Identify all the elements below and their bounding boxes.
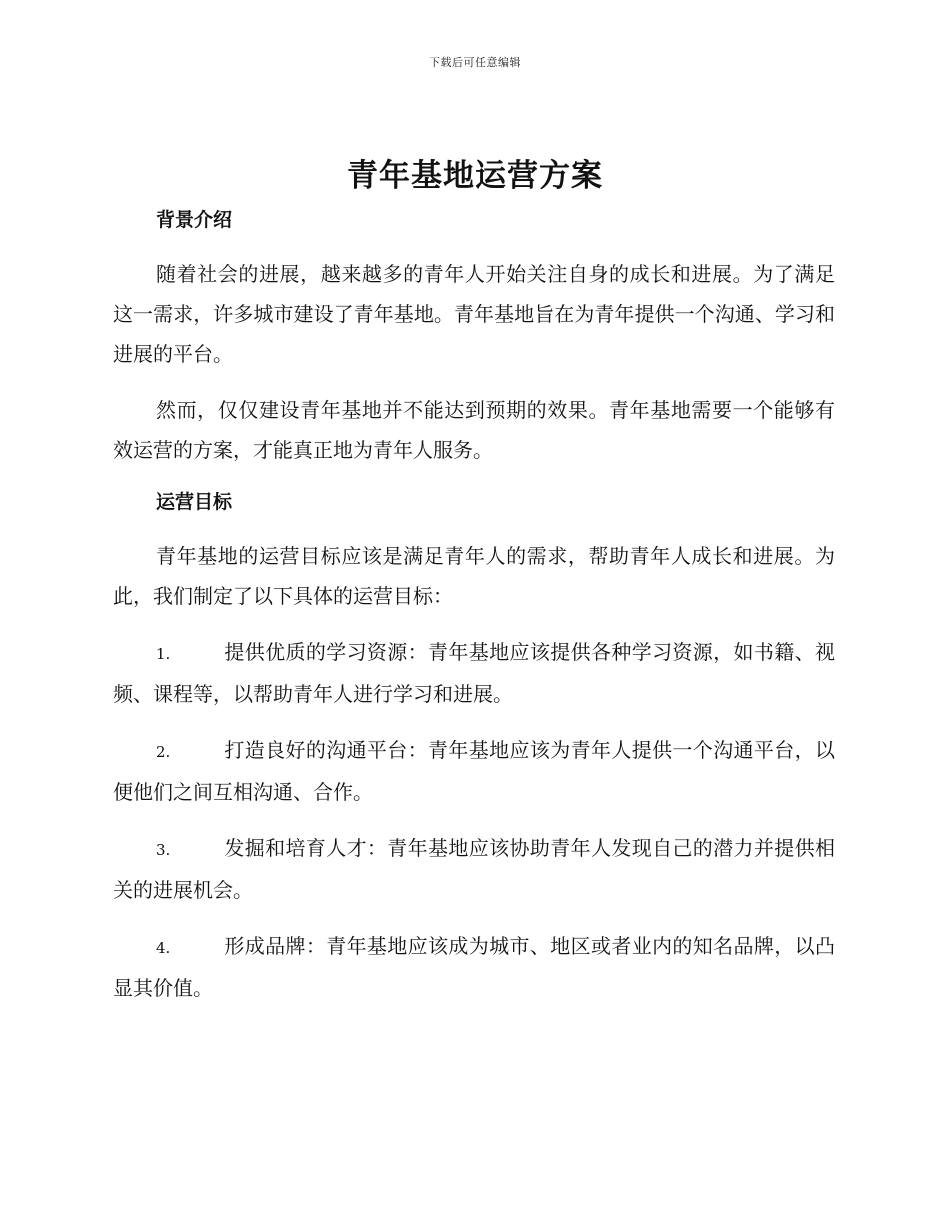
document-body (113, 204, 835, 1024)
list-item-text: 发掘和培育人才：青年基地应该协助青年人发现自己的潜力并提供相关的进展机会。 (113, 836, 835, 902)
list-number: 3. (156, 841, 171, 859)
list-item-text: 提供优质的学习资源：青年基地应该提供各种学习资源，如书籍、视频、课程等，以帮助青年人进行学习和进展。 (113, 640, 835, 706)
document-title: 青年基地运营方案 (347, 158, 603, 194)
paragraph: 青年基地的运营目标应该是满足青年人的需求，帮助青年人成长和进展。为此，我们制定了以下具体的运营目标： (113, 544, 835, 608)
list-item-text: 形成品牌：青年基地应该成为城市、地区或者业内的知名品牌，以凸显其价值。 (113, 934, 835, 1000)
paragraph: 随着社会的进展，越来越多的青年人开始关注自身的成长和进展。为了满足这一需求，许多城市建设了青年基地。青年基地旨在为青年提供一个沟通、学习和进展的平台。 (113, 262, 835, 366)
section-heading-goals: 运营目标 (156, 491, 233, 513)
list-item-text: 打造良好的沟通平台：青年基地应该为青年人提供一个沟通平台，以便他们之间互相沟通、合作。 (113, 738, 835, 804)
list-item (113, 828, 835, 910)
list-item (113, 730, 835, 812)
list-number: 4. (156, 939, 171, 957)
list-item (113, 926, 835, 1008)
list-number: 1. (156, 645, 171, 663)
paragraph: 然而，仅仅建设青年基地并不能达到预期的效果。青年基地需要一个能够有效运营的方案，才能真正地为青年人服务。 (113, 398, 835, 462)
section-heading-background: 背景介绍 (156, 209, 233, 231)
list-item (113, 632, 835, 714)
list-number: 2. (156, 743, 171, 761)
page-header-note: 下载后可任意编辑 (429, 56, 521, 69)
